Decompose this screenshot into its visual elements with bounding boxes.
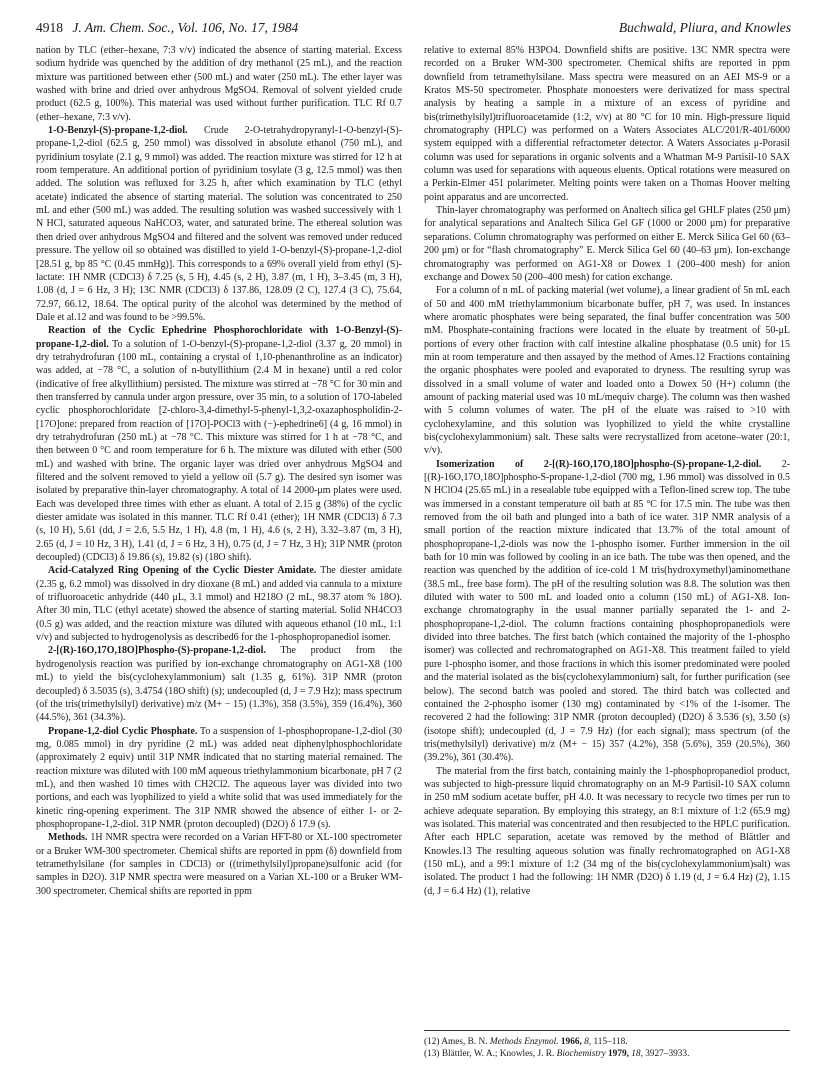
paragraph-text: nation by TLC (ether–hexane, 7:3 v/v) indicated the absence of starting material. Excess sodium hydride was quenched by the addition of dry methanol (25 mL), and the reaction mixture was partitioned between ether (500 mL) and water (250 mL). The ether layer was washed with brine and dried over anhydrous MgSO4. Removal of solvent yielded crude product (62.5 g, 100%). This material was used without further purification. TLC Rf 0.7 (ether–hexane, 7:3 v/v).	[36, 45, 402, 123]
footnote	[424, 1036, 790, 1048]
paragraph	[36, 44, 402, 124]
section-heading: Acid-Catalyzed Ring Opening of the Cyclic Diester Amidate.	[48, 565, 317, 577]
footnote-volume: 18,	[631, 1049, 643, 1059]
page-number: 4918	[36, 20, 63, 35]
section-heading: 1-O-Benzyl-(S)-propane-1,2-diol.	[48, 125, 188, 137]
footnote-year: 1966,	[560, 1037, 582, 1047]
paragraph	[424, 204, 790, 284]
paragraph	[36, 725, 402, 832]
paragraph	[424, 44, 790, 204]
section-heading: Methods.	[48, 832, 88, 844]
paragraph	[424, 458, 790, 765]
section-heading: Propane-1,2-diol Cyclic Phosphate.	[48, 725, 198, 737]
paragraph-text: The material from the first batch, containing mainly the 1-phosphopropanediol product, was subjected to high-pressure liquid chromatography on an M-9 Partisil-10 SAX column in 250 mM sodium acetate buffer, pH 4.0. It was necessary to recycle two times per run to achieve adequate separation. By employing this strategy, an 8:1 mixture of 1:2 (65.9 mg) was isolated. This material was concentrated and then resubjected to the HPLC purification. After each HPLC separation, acetate was removed by the method of Blättler and Knowles.13 The resulting aqueous solution was finally rechromatographed on AG1-X8 (150 mL), and a 99:1 mixture of 1:2 (34 mg of the bis(cyclohexylammonium)salt) was isolated. The product 1 had the following: 1H NMR (D2O) δ 1.19 (d, J = 6.4 Hz) (2), 1.15 (d, J = 6.4 Hz) (1), relative	[424, 765, 790, 897]
footnote-pages: 115–118.	[593, 1037, 628, 1047]
footnote-authors: Blättler, W. A.; Knowles, J. R.	[441, 1049, 555, 1059]
header-left	[36, 20, 298, 36]
footnote-volume: 8,	[584, 1037, 592, 1047]
footnote-authors: Ames, B. N.	[441, 1037, 488, 1047]
footnote-journal: Methods Enzymol.	[489, 1037, 559, 1047]
paragraph-text: 2-[(R)-16O,17O,18O]phospho-S-propane-1,2-diol (700 mg, 1.96 mmol) was dissolved in 0.5 N HClO4 (25.65 mL) in a resealable tube equipped with a Teflon-lined screw top. The tube was immersed in a constant temperature oil bath at 85 °C for 17.5 min. The tube was then removed from the oil bath and plunged into a bath of ice water. 31P NMR analysis of a small portion of the reaction mixture indicated that 13.7% of the total amount of phosphopropane-1,2-diols was now the 1-phospho isomer. Further immersion in the oil bath for 10 min was followed by cooling in an ice bath. The tube was then opened, and the reaction was quenched by the addition of ice-cold 1 M tris(hydroxymethyl)aminomethane (38.5 mL, free base form). The pH of the resulting solution was 8.8. The solution was then diluted with water to 500 mL and loaded onto a column (150 mL) of AG1-X8. Ion-exchange chromatography in the usual manner partially separated the 1- and 2-phosphopropane-1,2-diol. The column fractions containing phosphopropanediols were divided into three batches. The first batch (which contained the majority of the 1-phospho isomer) was collected and rechromatographed on AG1-X8. This treatment failed to yield pure 1-phospho isomer, and those fractions in which this isomer predominated were pooled and the material isolated as the bis(cyclohexylammonium) salt, for further purification (see below). The second batch was pooled and stored. The third batch was collected and contained the 2-phospho isomer (130 mg) contaminated by <1% of the 1-isomer. The recovered 2 had the following: 31P NMR (proton decoupled) (D2O) δ 3.536 (s), 3.50 (s) (isotope shift); undecoupled (d, J = 7.9 Hz) (for each signal); mass spectrum (of the tris(methylsilyl) derivative) m/z (M+ − 15) 357 (4.2%), 358 (5.6%), 359 (20.5%), 360 (39.2%), 361 (30.4%).	[424, 458, 791, 764]
running-authors: Buchwald, Pliura, and Knowles	[618, 20, 791, 35]
paragraph-text: relative to external 85% H3PO4. Downfield shifts are positive. 13C NMR spectra were recorded on a Bruker WM-300 spectrometer. Chemical shifts are reported in ppm downfield from tetramethylsilane. Mass spectra were measured on an AEI MS-9 or a Kratos MS-50 spectrometer. Phosphate monoesters were derivatized for mass spectral analysis by heating a sample in a mixture of an excess of pyridine and bis(trimethylsilyl)trifluoroacetamide (1:2, v/v) at 80 °C for 10 min. High-pressure liquid chromatography (HPLC) was performed on a Waters Associates ALC/201/R-401/6000 system equipped with a differential refractometer detector. A Waters Associates μ-Porasil column was used for separations in organic solvents and a Whatman M-9 Partisil-10 SAX column was used for separations with aqueous eluents. Optical rotations were measured on a Perkin-Elmer 451 polarimeter. Melting points were taken on a Thomas Hoover melting point apparatus and are uncorrected.	[424, 45, 790, 203]
right-column	[424, 44, 790, 898]
paragraph-text: To a suspension of 1-phosphopropane-1,2-diol (30 mg, 0.085 mmol) in dry pyridine (2 mL) was added neat diphenylphosphochloridate (approximately 2 equiv) until 31P NMR indicated that no starting material remained. The reaction mixture was diluted with 100 mM aqueous triethylammonium bicarbonate, pH 7 (2 mL), and then washed 10 times with CH2Cl2. The aqueous layer was divided into two portions, and each was lyophilized to yield a white solid that was used immediately for the kinetic ring-opening experiment. The 31P NMR showed the absence of either 1- or 2-phosphopropane-1,2-diol. 31P NMR (proton decoupled) (D2O) δ 17.9 (s).	[36, 725, 402, 830]
paragraph-text: Thin-layer chromatography was performed on Analtech silica gel GHLF plates (250 μm) for analytical separations and Analtech Silica Gel GF (1000 or 2000 μm) for preparative separations. Column chromatography was performed on either E. Merck Silica Gel 60 (63–200 μm) or for “flash chromatography” E. Merck Silica Gel 60 (40–63 μm). Ion-exchange chromatography was performed on AG1-X8 or Dowex 1 (200–400 mesh) for anion exchange and Dowex 50 (200–400 mesh) for cation exchange.	[424, 205, 790, 283]
section-heading: 2-[(R)-16O,17O,18O]Phospho-(S)-propane-1,2-diol.	[48, 645, 266, 657]
section-heading: Reaction of the Cyclic Ephedrine Phosphorochloridate with 1-O-Benzyl-(S)-propane-1,2-diol.	[36, 325, 402, 350]
footnote-year: 1979,	[608, 1049, 629, 1059]
paragraph	[424, 284, 790, 457]
paragraph	[424, 765, 790, 898]
page-header	[36, 20, 791, 40]
paragraph-text: For a column of n mL of packing material (wet volume), a linear gradient of 5n mL each of 50 and 400 mM triethylammonium bicarbonate buffer, pH 7, was used. In instances where aromatic phosphates were being separated, the final buffer concentration was 500 mM. Phosphate-containing fractions were located in the eluate by treatment of 50-μL portions of every other fraction with calf intestine alkaline phosphatase (0.5 unit) for 15 min at room temperature and then assayed by the method of Ames.12 Fractions containing the organic phosphates were pooled and evaporated to dryness. The resulting syrup was dissolved in a small volume of water and loaded onto a Dowex 50 (H+) column (the amount of packing material used was 10 mL/mequiv charge). The column was then washed with 5 column volumes of water. The pH of the eluate was raised to >10 with cyclohexylamine, and this solution was lyophilized to yield the white crystalline bis(cyclohexylammonium) salt. These salts were recrystallized from acetone–water (20:1, v/v).	[424, 285, 790, 457]
paragraph-text: Crude 2-O-tetrahydropyranyl-1-O-benzyl-(S)-propane-1,2-diol (62.5 g, 250 mmol) was dissolved in absolute ethanol (750 mL), and pyridinium tosylate (2.1 g, 9 mmol) was added. The reaction mixture was stirred for 12 h at room temperature. An additional portion of pyridinium tosylate (3 g, 12.5 mmol) was then added. The solution was refluxed for 3.25 h, after which examination by TLC (ethyl acetate) indicated the absence of starting material. The solution was concentrated to 250 mL and ether (500 mL) was added. The resulting solution was washed successively with 1 N HCl, saturated aqueous NaHCO3, water, and saturated brine. The ethereal solution was then dried over anhydrous MgSO4 and filtered and the solvent was removed under reduced pressure. The yellow oil so obtained was distilled to yield 1-O-benzyl-(S)-propane-1,2-diol [28.51 g, bp 85 °C (0.45 mmHg)]. This corresponds to a 69% overall yield from ethyl (S)-lactate: 1H NMR (CDCl3) δ 7.25 (s, 5 H), 4.45 (s, 2 H), 3.87 (m, 1 H), 3–3.45 (m, 3 H), 1.08 (d, J = 6 Hz, 3 H); 13C NMR (CDCl3) δ 137.86, 128.09 (2 C), 127.4 (3 C), 75.64, 72.97, 66.12, 18.64. The optical purity of the alcohol was determined by the method of Dale et al.12 and was found to be >99.5%.	[36, 125, 402, 323]
footnote-number: (13)	[424, 1049, 440, 1059]
footnotes	[424, 1030, 790, 1060]
left-column	[36, 44, 402, 898]
footnote-journal: Biochemistry	[556, 1049, 606, 1059]
paragraph	[36, 644, 402, 724]
footnote-number: (12)	[424, 1037, 440, 1047]
paragraph-text: 1H NMR spectra were recorded on a Varian HFT-80 or XL-100 spectrometer or a Bruker WM-300 spectrometer. Chemical shifts are reported in ppm (δ) downfield from tetramethylsilane (for samples in CDCl3) or ((trimethylsilyl)propane)sulfonic acid (for samples in D2O). 31P NMR spectra were measured on a Varian XL-100 or a Bruker WM-300 spectrometer. Chemical shifts are reported in ppm	[36, 832, 402, 897]
section-heading: Isomerization of 2-[(R)-16O,17O,18O]phospho-(S)-propane-1,2-diol.	[436, 458, 762, 470]
paragraph	[36, 564, 402, 644]
footnote	[424, 1048, 790, 1060]
paragraph-text: The diester amidate (2.35 g, 6.2 mmol) was dissolved in dry dioxane (8 mL) and added via cannula to a mixture of trifluoroacetic anhydride (440 μL, 3.1 mmol) and H218O (2 mL, 98.37 atom % 18O). After 30 min, TLC (ethyl acetate) showed the absence of starting material. Solid NH4CO3 (0.5 g) was added, and the reaction mixture was diluted with aqueous ethanol (10 mL, 1:1 v/v) and subjected to hydrogenolysis as described6 for the 1-phosphopropanediol isomer.	[36, 565, 402, 644]
paragraph-text: To a solution of 1-O-benzyl-(S)-propane-1,2-diol (3.37 g, 20 mmol) in dry tetrahydrofuran (100 mL, containing a crystal of 1,10-phenanthroline as an indicator) was added, at −78 °C, a solution of n-butyllithium (2.4 M in hexane) until a red color (indicative of free alkyllithium) persisted. The mixture was stirred at −78 °C for 30 min and then transferred by cannula under argon pressure, over 35 min, to a solution of 17O-labeled cyclic phosphorochloridate [2-chloro-3,4-dimethyl-5-phenyl-1,3,2-oxazaphospholidin-2-[17O]one: prepared from reaction of [17O]-POCl3 with (−)-ephedrine6] (4 g, 16 mmol) in dry tetrahydrofuran (250 mL) at −78 °C. This mixture was stirred for 1 h at −78 °C, and then between 0 °C and room temperature for 6 h. The mixture was diluted with ether (500 mL) and washed with brine. The organic layer was dried over anhydrous MgSO4 and filtered and the solvent removed to yield a yellow oil (5.7 g). The desired syn isomer was isolated by preparative thin-layer chromatography. A total of 14 2000-μm plates were used. Each was developed three times with ether as eluant. A total of 2.15 g (38%) of the cyclic diester amidate was isolated in this manner. TLC Rf 0.41 (ether); 1H NMR (CDCl3) δ 7.3 (s, 10 H), 5.61 (dd, J = 2.6, 5.5 Hz, 1 H), 4.8 (m, 1 H), 4.6 (s, 2 H), 3.32–3.87 (m, 3 H), 2.65 (d, J = 10 Hz, 3 H), 1.41 (d, J = 6 Hz, 3 H), 0.75 (d, J = 7 Hz, 3 H); 31P NMR (proton decoupled) (CDCl3) δ 19.86 (s), 19.82 (s) (18O shift).	[36, 338, 402, 564]
paragraph	[36, 831, 402, 898]
paragraph-text: The product from the hydrogenolysis reaction was purified by ion-exchange chromatography on AG1-X8 (100 mL) to yield the bis(cyclohexylammonium) salt (1.35 g, 61%). 31P NMR (proton decoupled) δ 3.5035 (s), 3.4754 (18O shift) (s); undecoupled (d, J = 7.9 Hz); mass spectrum (of the tris(trimethylsilyl) derivative) m/z (M+ − 15) (1.3%), 358 (3.5%), 359 (16.4%), 360 (44.5%), 361 (34.3%).	[36, 645, 402, 724]
journal-citation: J. Am. Chem. Soc., Vol. 106, No. 17, 1984	[72, 20, 299, 35]
footnote-pages: 3927–3933.	[645, 1049, 690, 1059]
paragraph	[36, 324, 402, 564]
paragraph	[36, 124, 402, 324]
